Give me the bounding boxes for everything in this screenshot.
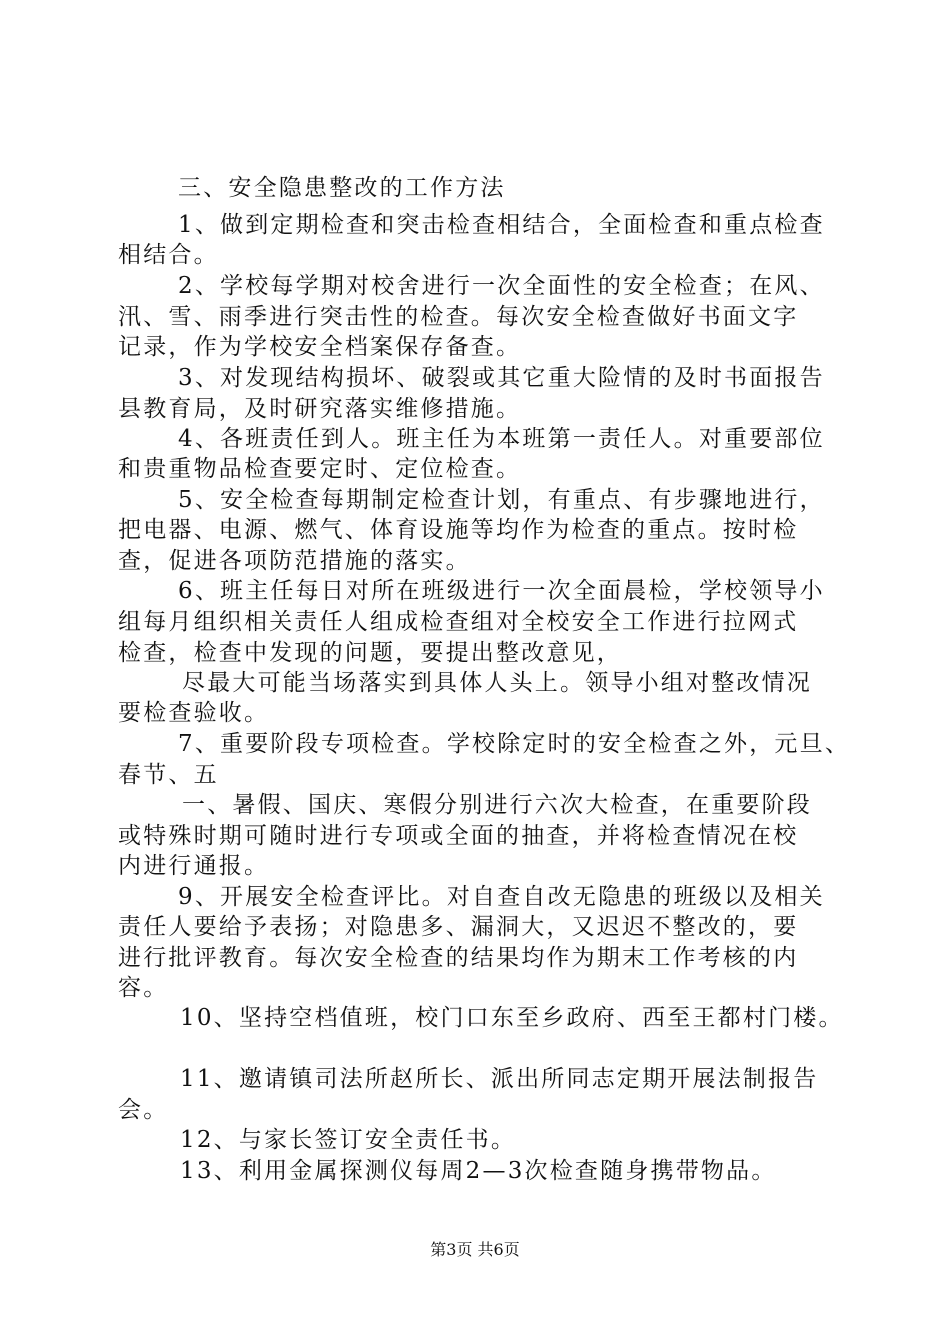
paragraph-line: 1、做到定期检查和突击检查相结合，全面检查和重点检查 bbox=[178, 212, 825, 238]
paragraph-line: 3、对发现结构损坏、破裂或其它重大险情的及时书面报告 bbox=[178, 365, 825, 391]
paragraph-line: 12、与家长签订安全责任书。 bbox=[180, 1127, 517, 1153]
paragraph-line: 组每月组织相关责任人组成检查组对全校安全工作进行拉网式 bbox=[118, 609, 799, 635]
paragraph-line: 7、重要阶段专项检查。学校除定时的安全检查之外，元旦、 bbox=[178, 731, 851, 757]
paragraph-line: 查，促进各项防范措施的落实。 bbox=[118, 548, 471, 574]
paragraph-line: 5、安全检查每期制定检查计划，有重点、有步骤地进行， bbox=[178, 487, 825, 513]
paragraph-line: 容。 bbox=[118, 975, 169, 1001]
paragraph-line: 把电器、电源、燃气、体育设施等均作为检查的重点。按时检 bbox=[118, 517, 799, 543]
paragraph-line: 一、暑假、国庆、寒假分别进行六次大检查，在重要阶段 bbox=[182, 792, 812, 818]
paragraph-line: 县教育局，及时研究落实维修措施。 bbox=[118, 396, 522, 422]
paragraph-line: 11、邀请镇司法所赵所长、派出所同志定期开展法制报告 bbox=[180, 1066, 819, 1092]
paragraph-line: 春节、五 bbox=[118, 762, 219, 788]
paragraph-line: 汛、雪、雨季进行突击性的检查。每次安全检查做好书面文字 bbox=[118, 304, 799, 330]
paragraph-line: 或特殊时期可随时进行专项或全面的抽查，并将检查情况在校 bbox=[118, 823, 799, 849]
paragraph-line: 10、坚持空档值班，校门口东至乡政府、西至王都村门楼。 bbox=[180, 1005, 844, 1031]
paragraph-line: 内进行通报。 bbox=[118, 853, 270, 879]
paragraph-line: 4、各班责任到人。班主任为本班第一责任人。对重要部位 bbox=[178, 426, 825, 452]
paragraph-line: 会。 bbox=[118, 1097, 169, 1123]
paragraph-line: 和贵重物品检查要定时、定位检查。 bbox=[118, 456, 522, 482]
section-heading: 三、安全隐患整改的工作方法 bbox=[178, 175, 506, 201]
paragraph-line: 6、班主任每日对所在班级进行一次全面晨检，学校领导小 bbox=[178, 578, 825, 604]
paragraph-line: 要检查验收。 bbox=[118, 700, 270, 726]
paragraph-line: 记录，作为学校安全档案保存备查。 bbox=[118, 334, 522, 360]
paragraph-line: 9、开展安全检查评比。对自查自改无隐患的班级以及相关 bbox=[178, 884, 825, 910]
page-footer: 第3页 共6页 bbox=[430, 1240, 520, 1259]
paragraph-line: 责任人要给予表扬；对隐患多、漏洞大，又迟迟不整改的，要 bbox=[118, 914, 799, 940]
paragraph-line: 2、学校每学期对校舍进行一次全面性的安全检查；在风、 bbox=[178, 273, 825, 299]
paragraph-line: 检查，检查中发现的问题，要提出整改意见， bbox=[118, 640, 622, 666]
paragraph-line: 尽最大可能当场落实到具体人头上。领导小组对整改情况 bbox=[182, 670, 812, 696]
paragraph-line: 相结合。 bbox=[118, 242, 219, 268]
paragraph-line: 13、利用金属探测仪每周2—3次检查随身携带物品。 bbox=[180, 1158, 777, 1184]
paragraph-line: 进行批评教育。每次安全检查的结果均作为期末工作考核的内 bbox=[118, 945, 799, 971]
